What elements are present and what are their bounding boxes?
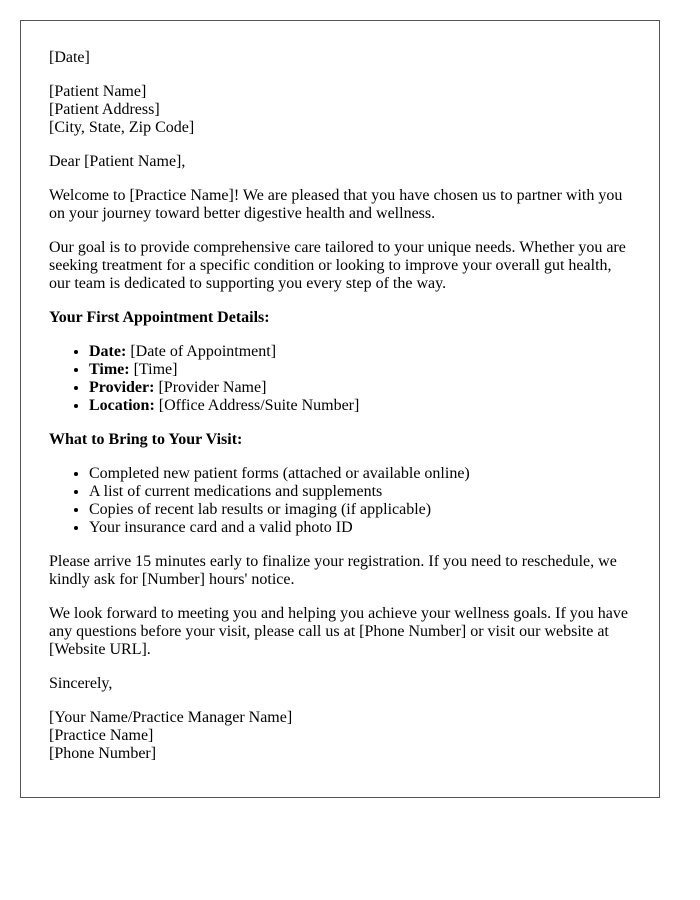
recipient-block [49, 83, 631, 137]
letter-date: [Date] [49, 49, 90, 66]
recipient-name: [Patient Name] [49, 83, 147, 100]
appointment-item-provider [89, 379, 631, 397]
signoff: Sincerely, [49, 675, 113, 692]
appointment-item-label: Provider: [89, 379, 155, 396]
appointment-item-value: [Date of Appointment] [126, 343, 277, 360]
signature-practice: [Practice Name] [49, 727, 154, 744]
appointment-item-location [89, 397, 631, 415]
appointment-item-label: Time: [89, 361, 130, 378]
letter [20, 20, 660, 798]
recipient-city-state-zip: [City, State, Zip Code] [49, 119, 195, 136]
appointment-item-value: [Office Address/Suite Number] [154, 397, 360, 414]
bring-list [49, 465, 631, 537]
appointment-item-label: Location: [89, 397, 155, 414]
appointment-item-date [89, 343, 631, 361]
appointment-heading: Your First Appointment Details: [49, 309, 270, 326]
bring-item: • Copies of recent lab results or imaging (if applicable) [89, 501, 631, 519]
goal-paragraph: Our goal is to provide comprehensive care tailored to your unique needs. Whether you are seeking treatment for a specific condition or looking to improve your overall gut health, our team is dedicated to supporting you every step of the way. [49, 239, 626, 292]
salutation: Dear [Patient Name], [49, 153, 186, 170]
appointment-list [49, 343, 631, 415]
closing-paragraph: We look forward to meeting you and helping you achieve your wellness goals. If you have any questions before your visit, please call us at [Phone Number] or visit our website at [Website URL]. [49, 605, 628, 658]
recipient-address: [Patient Address] [49, 101, 160, 118]
bring-heading: What to Bring to Your Visit: [49, 431, 243, 448]
bring-item: • Your insurance card and a valid photo ID [89, 519, 631, 537]
signature-block [49, 709, 631, 763]
arrival-paragraph: Please arrive 15 minutes early to finalize your registration. If you need to reschedule, we kindly ask for [Number] hours' notice. [49, 553, 617, 588]
appointment-item-value: [Time] [129, 361, 178, 378]
bring-item: • Completed new patient forms (attached or available online) [89, 465, 631, 483]
appointment-item-label: Date: [89, 343, 127, 360]
appointment-item-time [89, 361, 631, 379]
bring-item: • A list of current medications and supplements [89, 483, 631, 501]
appointment-item-value: [Provider Name] [154, 379, 267, 396]
signature-phone: [Phone Number] [49, 745, 157, 762]
welcome-paragraph: Welcome to [Practice Name]! We are pleased that you have chosen us to partner with you on your journey toward better digestive health and wellness. [49, 187, 623, 222]
signature-name: [Your Name/Practice Manager Name] [49, 709, 293, 726]
